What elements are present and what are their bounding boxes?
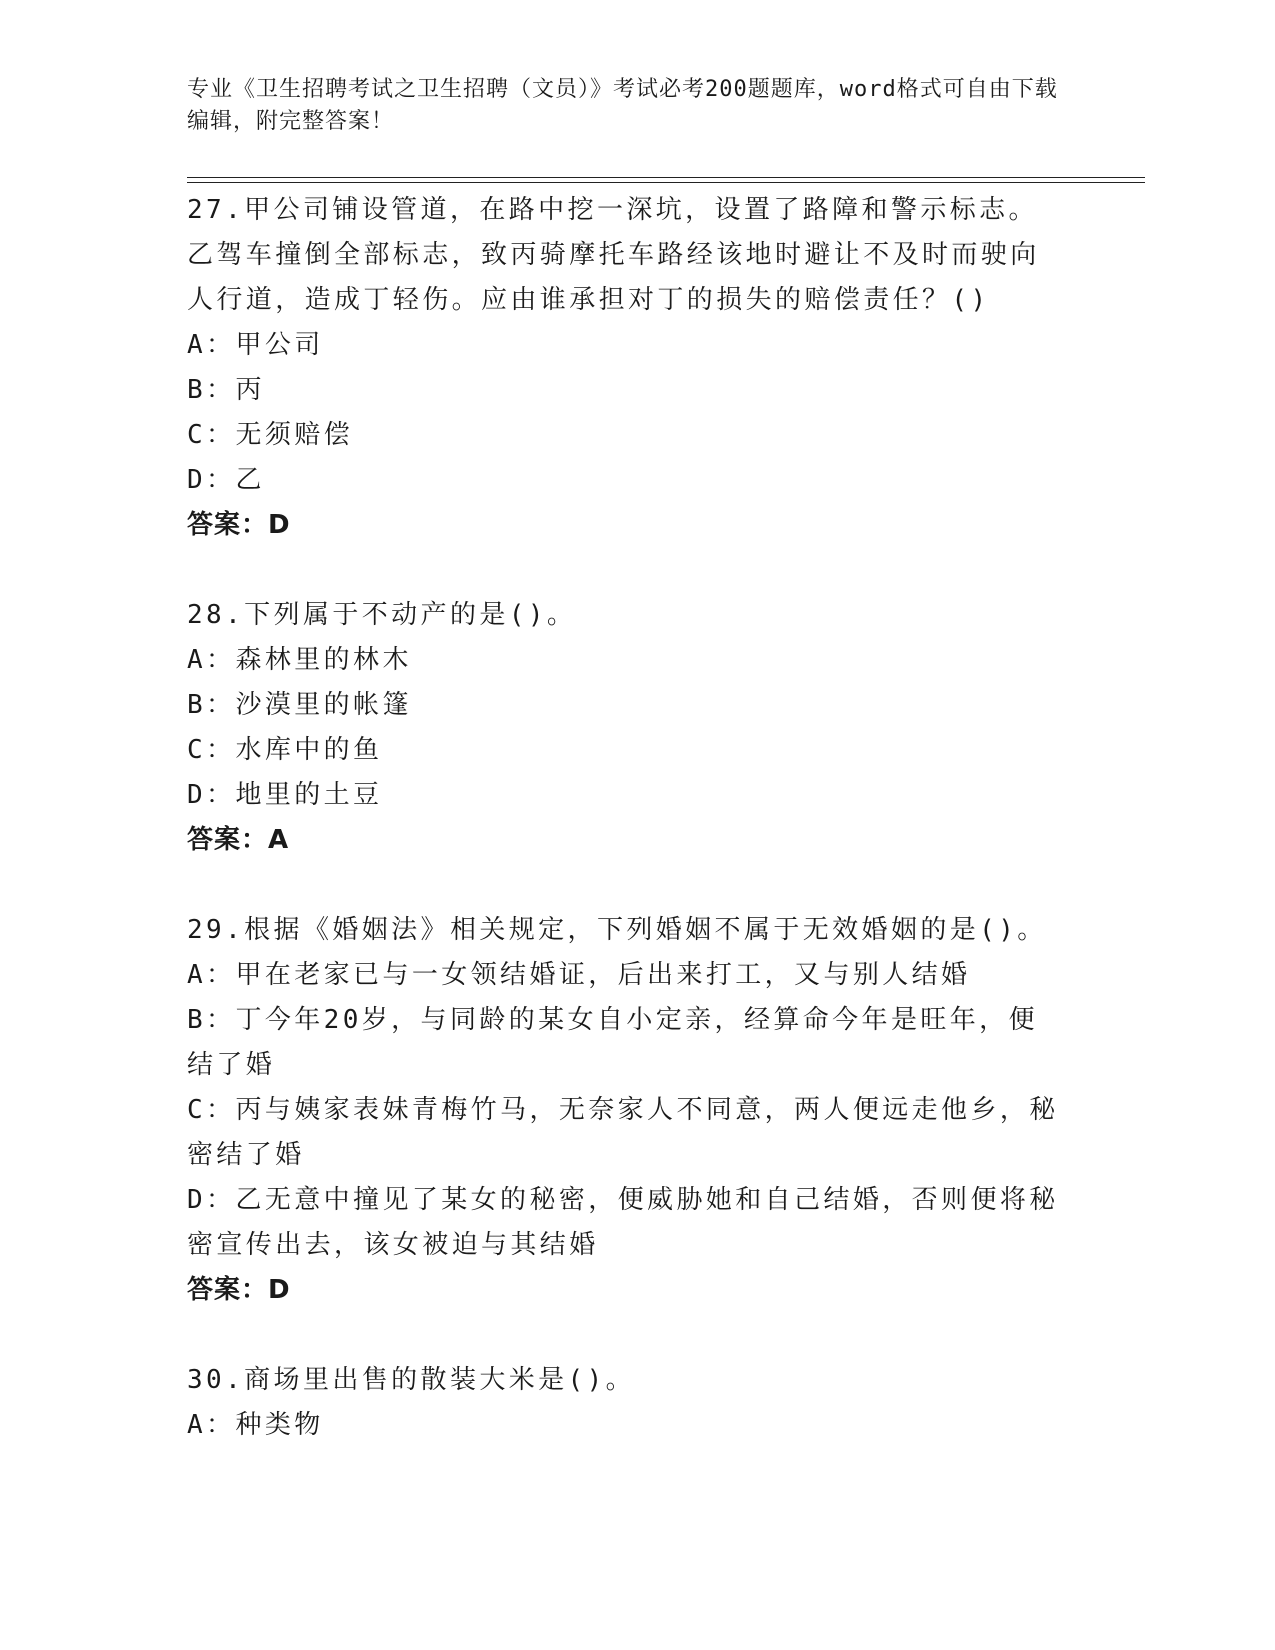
option-d: D：乙无意中撞见了某女的秘密，便威胁她和自己结婚，否则便将秘密宣传出去，该女被迫与其结婚: [187, 1185, 1059, 1260]
option-c: C：丙与姨家表妹青梅竹马，无奈家人不同意，两人便远走他乡，秘密结了婚: [187, 1095, 1059, 1170]
option-a: A：甲在老家已与一女领结婚证，后出来打工，又与别人结婚: [187, 960, 971, 990]
question-27: [187, 188, 1067, 548]
option-b: B：沙漠里的帐篷: [187, 690, 412, 720]
option-a: A：甲公司: [187, 330, 324, 360]
answer-line: 答案：D: [187, 510, 291, 540]
answer-line: 答案：D: [187, 1275, 291, 1305]
answer-line: 答案：A: [187, 825, 290, 855]
question-29: [187, 908, 1067, 1313]
option-d: D：乙: [187, 465, 265, 495]
option-c: C：无须赔偿: [187, 420, 354, 450]
option-d: D：地里的土豆: [187, 780, 383, 810]
question-spacer: [187, 863, 1067, 908]
option-c: C：水库中的鱼: [187, 735, 383, 765]
question-spacer: [187, 1313, 1067, 1358]
question-stem: 27.甲公司铺设管道，在路中挖一深坑，设置了路障和警示标志。乙驾车撞倒全部标志，致丙骑摩托车路经该地时避让不及时而驶向人行道，造成丁轻伤。应由谁承担对丁的损失的赔偿责任？(): [187, 195, 1040, 315]
question-stem: 30.商场里出售的散装大米是()。: [187, 1365, 636, 1395]
question-28: [187, 593, 1067, 863]
option-b: B：丁今年20岁，与同龄的某女自小定亲，经算命今年是旺年，便结了婚: [187, 1005, 1038, 1080]
header-divider-top: [187, 177, 1145, 178]
option-b: B：丙: [187, 375, 265, 405]
question-list: [187, 188, 1067, 1448]
option-a: A：种类物: [187, 1410, 324, 1440]
question-30: [187, 1358, 1067, 1448]
question-stem: 29.根据《婚姻法》相关规定，下列婚姻不属于无效婚姻的是()。: [187, 915, 1047, 945]
question-spacer: [187, 548, 1067, 593]
option-a: A：森林里的林木: [187, 645, 412, 675]
question-stem: 28.下列属于不动产的是()。: [187, 600, 577, 630]
document-header-description: 专业《卫生招聘考试之卫生招聘（文员）》考试必考200题题库，word格式可自由下载编辑，附完整答案！: [187, 77, 1058, 134]
header-divider-bottom: [187, 182, 1145, 183]
